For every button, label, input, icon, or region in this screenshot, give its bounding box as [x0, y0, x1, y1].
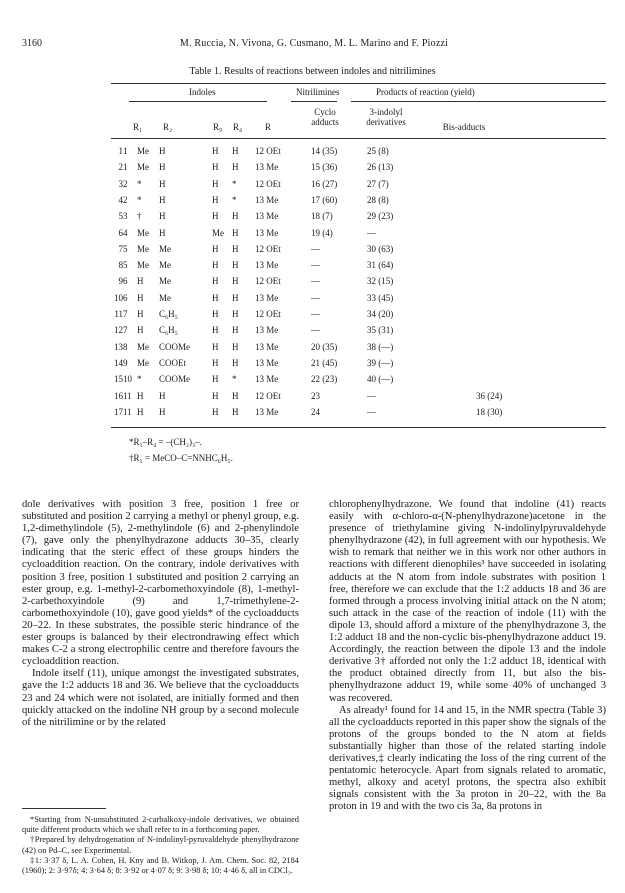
col-r4: R₄ — [233, 122, 243, 132]
row-number: 5 — [118, 211, 123, 222]
nitrilimine-value: 13 Me — [255, 162, 279, 173]
r9-value: H — [212, 243, 219, 254]
col-indolyl-derivatives: 3-indolyl derivatives — [366, 107, 406, 127]
nitrilimine-value: 13 Me — [255, 194, 279, 205]
indole-number: 6 — [123, 276, 128, 287]
cyclo-adduct-value: — — [311, 309, 320, 319]
footnote: †Prepared by dehydrogenation of N-indolinyl-pyruvaldehyde phenylhydrazone (42) on Pd–C, see Experimental. — [22, 835, 299, 855]
r2-value: Me — [159, 243, 171, 254]
cyclo-adduct-value: 17 (60) — [311, 194, 338, 205]
indole-number: 6 — [123, 292, 128, 303]
nitrilimine-value: 13 Me — [255, 211, 279, 222]
r1-value: * — [137, 194, 142, 205]
row-number: 3 — [118, 178, 123, 189]
row-number: 8 — [118, 260, 123, 271]
table-row — [111, 407, 606, 419]
running-authors: M. Ruccia, N. Vivona, G. Cusmano, M. L. Marino and F. Piozzi — [179, 38, 449, 49]
r9-value: H — [212, 406, 219, 417]
table-row — [111, 374, 606, 386]
table-row — [111, 162, 606, 174]
indole-number: 3 — [123, 211, 128, 222]
nitrilimine-value: 13 Me — [255, 325, 279, 336]
r2-value: H — [159, 178, 166, 189]
indolyl-derivative-value: 25 (8) — [367, 146, 389, 156]
indole-number: 10 — [123, 374, 132, 385]
indolyl-derivative-value: 38 (—) — [367, 341, 394, 352]
nitrilimine-value: 13 Me — [255, 227, 279, 238]
row-number: 7 — [118, 243, 123, 254]
r4-value: H — [232, 325, 239, 336]
r1-value: † — [137, 211, 142, 222]
r1-value: Me — [137, 357, 149, 368]
indolyl-derivative-value: 35 (31) — [367, 325, 394, 336]
r2-value: H — [159, 406, 166, 417]
indole-number: 8 — [123, 341, 128, 352]
cyclo-adduct-value: 16 (27) — [311, 178, 338, 189]
nitrilimine-value: 13 Me — [255, 292, 279, 303]
r1-value: H — [137, 390, 144, 401]
r2-value: Me — [159, 260, 171, 271]
row-number: 12 — [114, 325, 123, 336]
r4-value: H — [232, 260, 239, 271]
col-r1: R₁ — [133, 122, 143, 132]
table-row — [111, 195, 606, 207]
nitrilimine-value: 12 OEt — [255, 309, 281, 319]
r4-value: H — [232, 357, 239, 368]
col-r9: R₉ — [213, 122, 223, 132]
nitrilimine-value: 12 OEt — [255, 178, 281, 189]
table-row — [111, 211, 606, 223]
indolyl-derivative-value: 28 (8) — [367, 194, 389, 205]
group-nitrilimines: Nitrilimines — [296, 87, 340, 97]
nitrilimine-value: 12 OEt — [255, 390, 281, 401]
footnote: ‡1: 3·37 δ, L. A. Cohen, H. Kny and B. Witkop, J. Am. Chem. Soc. 82, 2184 (1960); 2: 3·97δ; 4: 3·64 δ; 8: 3·92 or 4·07 δ; 9: 3·98 δ; 10: 4·46 δ, all in CDCl₃. — [22, 855, 299, 876]
r4-value: H — [232, 146, 239, 156]
r9-value: H — [212, 276, 219, 287]
r9-value: H — [212, 146, 219, 156]
r2-value: H — [159, 194, 166, 205]
indoles-span-rule — [129, 101, 267, 102]
r9-value: H — [212, 309, 219, 319]
r2-value: H — [159, 227, 166, 238]
r1-value: H — [137, 292, 144, 303]
indolyl-derivative-value: 39 (—) — [367, 357, 394, 368]
cyclo-adduct-value: 14 (35) — [311, 146, 338, 156]
indole-number: 5 — [123, 260, 128, 271]
cyclo-adduct-value: 18 (7) — [311, 211, 333, 222]
row-number: 14 — [114, 357, 123, 368]
row-number: 16 — [114, 390, 123, 401]
r1-value: Me — [137, 146, 149, 156]
table-footnote-dagger: †R₁ = MeCO–C=NNHC₆H₅. — [129, 453, 233, 463]
table-row — [111, 309, 606, 321]
r4-value: H — [232, 390, 239, 401]
table-header-rule — [111, 138, 606, 139]
indolyl-derivative-value: 33 (45) — [367, 292, 394, 303]
page-number: 3160 — [22, 38, 42, 49]
table-bottom-rule — [111, 427, 606, 428]
indolyl-derivative-value: 26 (13) — [367, 162, 394, 173]
group-indoles: Indoles — [189, 87, 216, 97]
nitrilimines-span-rule — [291, 101, 337, 102]
indole-number: 11 — [123, 390, 132, 401]
r4-value: * — [232, 374, 237, 385]
row-number: 11 — [114, 309, 123, 319]
table-row — [111, 293, 606, 305]
paragraph: chlorophenylhydrazone. We found that indoline (41) reacts easily with α-chloro-α-(N-phenylhydrazone)acetone in the presence of triethylamine giving N-indolinylpyruvaldehyde phenylhydrazone (42), in full agreement with our hypothesis. We wish to remark that neither we in this work nor other authors in reactions with different dienophiles³ have succeeded in isolating adducts at the N atom from indole substrates with position 1 free, therefore we can exclude that the 1:2 adducts 18 and 36 are formed through a process involving initial attack on the N atom; such attack in the case of the reaction of indole (11) with the dipole 13, should afford a mixture of the phenylhydrazone 3, the 1:2 adduct 18 and the non-cyclic bis-phenylhydrazone adduct 19. Accordingly, the reaction between the dipole 13 and the indole derivative 3† afforded not only the 1:2 adduct 18, identical with the product obtained directly from 11, but also the bis-phenylhydrazone adduct 19, while some 40% of unchanged 3 was recovered. — [329, 499, 606, 704]
r9-value: H — [212, 178, 219, 189]
indole-number: 2 — [123, 194, 128, 205]
r4-value: * — [232, 194, 237, 205]
table-top-rule — [111, 83, 606, 84]
r1-value: H — [137, 325, 144, 336]
r4-value: * — [232, 178, 237, 189]
r4-value: H — [232, 292, 239, 303]
cyclo-adduct-value: 23 — [311, 390, 320, 401]
table-row — [111, 146, 606, 158]
row-number: 9 — [118, 276, 123, 287]
r9-value: H — [212, 194, 219, 205]
indole-number: 1 — [123, 146, 128, 156]
indole-number: 4 — [123, 227, 128, 238]
nitrilimine-value: 13 Me — [255, 357, 279, 368]
nitrilimine-value: 13 Me — [255, 341, 279, 352]
r1-value: Me — [137, 162, 149, 173]
r9-value: H — [212, 260, 219, 271]
page-footnotes — [22, 815, 299, 876]
cyclo-adduct-value: — — [311, 292, 320, 303]
r4-value: H — [232, 406, 239, 417]
r1-value: H — [137, 406, 144, 417]
row-number: 13 — [114, 341, 123, 352]
r4-value: H — [232, 162, 239, 173]
r1-value: * — [137, 374, 142, 385]
col-cyclo-adducts: Cyclo adducts — [311, 107, 339, 127]
indole-number: 1 — [123, 162, 128, 173]
row-number: 1 — [118, 146, 123, 156]
bis-adduct-value: 18 (30) — [476, 406, 503, 417]
cyclo-adduct-value: 22 (23) — [311, 374, 338, 385]
nitrilimine-value: 12 OEt — [255, 146, 281, 156]
indolyl-derivative-value: — — [367, 390, 376, 401]
indolyl-derivative-value: 30 (63) — [367, 243, 394, 254]
table-row — [111, 358, 606, 370]
indolyl-derivative-value: 27 (7) — [367, 178, 389, 189]
nitrilimine-value: 12 OEt — [255, 276, 281, 287]
table-footnote-star: *R₁–R₄ = –(CH₂)₃–. — [129, 437, 202, 447]
indolyl-derivative-value: 40 (—) — [367, 374, 394, 385]
row-number: 6 — [118, 227, 123, 238]
r2-value: Me — [159, 276, 171, 287]
indole-number: 9 — [123, 357, 128, 368]
body-column-right — [329, 499, 606, 813]
cyclo-adduct-value: 20 (35) — [311, 341, 338, 352]
cyclo-adduct-value: — — [311, 276, 320, 287]
col-r: R — [265, 122, 272, 132]
body-column-left — [22, 499, 299, 729]
r4-value: H — [232, 211, 239, 222]
r2-value: H — [159, 146, 166, 156]
table-row — [111, 325, 606, 337]
row-number: 10 — [114, 292, 123, 303]
table-row — [111, 391, 606, 403]
cyclo-adduct-value: 21 (45) — [311, 357, 338, 368]
r2-value: COOMe — [159, 341, 190, 352]
table-caption: Table 1. Results of reactions between indoles and nitrilimines — [189, 66, 436, 77]
indole-number: 11 — [123, 406, 132, 417]
r4-value: H — [232, 276, 239, 287]
nitrilimine-value: 13 Me — [255, 374, 279, 385]
r2-value: C₆H₅ — [159, 325, 178, 336]
r2-value: H — [159, 390, 166, 401]
r1-value: Me — [137, 227, 149, 238]
indolyl-derivative-value: 34 (20) — [367, 309, 394, 319]
paragraph: dole derivatives with position 3 free, position 1 free or substituted and position 2 carrying a methyl or phenyl group, e.g. 1,2-dimethylindole (5), 2-methylindole (6) and 2-phenylindole (7), gave only the phenylhydrazone adducts 30–35, clearly indicating that the steric effect of these groups hinders the cycloaddition reaction. On the contrary, indole derivatives with position 3 free, position 1 substituted and position 2 carrying an ester group, e.g. 1-methyl-2-carbomethoxyindole (8), 1-methyl-2-carbethoxyindole (9) and 1,7-trimethylene-2-carbomethoxyindole (10), gave good yields* of the cycloadducts 20–22. In these substrates, the possible steric hindrance of the ester groups is balanced by their electrondrawing effect which makes C-2 a strong electrophilic centre and therefore favours the cycloaddition reaction. — [22, 499, 299, 668]
cyclo-adduct-value: 24 — [311, 406, 320, 417]
col-r2: R₂ — [163, 122, 173, 132]
indole-number: 2 — [123, 178, 128, 189]
r9-value: H — [212, 341, 219, 352]
cyclo-adduct-value: — — [311, 243, 320, 254]
table-row — [111, 260, 606, 272]
running-header — [22, 38, 606, 52]
cyclo-adduct-value: 15 (36) — [311, 162, 338, 173]
r2-value: COOMe — [159, 374, 190, 385]
r9-value: H — [212, 357, 219, 368]
paragraph: As already¹ found for 14 and 15, in the NMR spectra (Table 3) all the cycloadducts reported in this paper show the signals of the protons of the groups bonded to the N atom at fields substantially higher than those of the related starting indole derivatives,‡ clearly indicating the loss of the ring current of the pentatomic heterocycle. Apart from signals related to aromatic, methyl, alkoxy and acetyl protons, the spectra also exhibit signals consistent with the 3a proton in 20–22, with the 8a proton in 19 and with the two cis 3a, 8a protons in — [329, 704, 606, 813]
table-row — [111, 228, 606, 240]
r4-value: H — [232, 243, 239, 254]
r2-value: H — [159, 162, 166, 173]
r2-value: COOEt — [159, 357, 186, 368]
table-row — [111, 276, 606, 288]
r4-value: H — [232, 309, 239, 319]
cyclo-adduct-value: 19 (4) — [311, 227, 333, 238]
r1-value: H — [137, 309, 144, 319]
r2-value: Me — [159, 292, 171, 303]
r9-value: H — [212, 292, 219, 303]
r2-value: C₆H₅ — [159, 309, 178, 319]
indolyl-derivative-value: 32 (15) — [367, 276, 394, 287]
r1-value: Me — [137, 243, 149, 254]
row-number: 15 — [114, 374, 123, 385]
footnote: *Starting from N-unsubstituted 2-carbalkoxy-indole derivatives, we obtained quite different products which we shall refer to in a forthcoming paper. — [22, 815, 299, 835]
cyclo-adduct-value: — — [311, 260, 320, 271]
nitrilimine-value: 13 Me — [255, 406, 279, 417]
nitrilimine-value: 13 Me — [255, 260, 279, 271]
indolyl-derivative-value: — — [367, 406, 376, 417]
r2-value: H — [159, 211, 166, 222]
indolyl-derivative-value: 31 (64) — [367, 260, 394, 271]
indolyl-derivative-value: — — [367, 227, 376, 238]
indolyl-derivative-value: 29 (23) — [367, 211, 394, 222]
r9-value: H — [212, 211, 219, 222]
cyclo-adduct-value: — — [311, 325, 320, 336]
indole-number: 7 — [123, 325, 128, 336]
row-number: 17 — [114, 406, 123, 417]
indole-number: 5 — [123, 243, 128, 254]
footnote-rule — [22, 808, 106, 809]
r9-value: Me — [212, 227, 224, 238]
indole-number: 7 — [123, 309, 128, 319]
r9-value: H — [212, 162, 219, 173]
nitrilimine-value: 12 OEt — [255, 243, 281, 254]
r1-value: H — [137, 276, 144, 287]
r4-value: H — [232, 227, 239, 238]
col-bis-adducts: Bis-adducts — [442, 122, 486, 132]
table-row — [111, 342, 606, 354]
row-number: 4 — [118, 194, 123, 205]
bis-adduct-value: 36 (24) — [476, 390, 503, 401]
table-row — [111, 244, 606, 256]
r9-value: H — [212, 325, 219, 336]
r1-value: Me — [137, 260, 149, 271]
r4-value: H — [232, 341, 239, 352]
r9-value: H — [212, 374, 219, 385]
r9-value: H — [212, 390, 219, 401]
r1-value: Me — [137, 341, 149, 352]
group-products: Products of reaction (yield) — [376, 87, 475, 97]
row-number: 2 — [118, 162, 123, 173]
products-span-rule — [351, 101, 606, 102]
table-row — [111, 179, 606, 191]
r1-value: * — [137, 178, 142, 189]
paragraph: Indole itself (11), unique amongst the investigated substrates, gave the 1:2 adducts 18 and 36. We believe that the cycloadducts 23 and 24 which were not isolated, are initially formed and then quickly attacked on the indoline NH group by a second molecule of the nitrilimine or by the related — [22, 668, 299, 728]
